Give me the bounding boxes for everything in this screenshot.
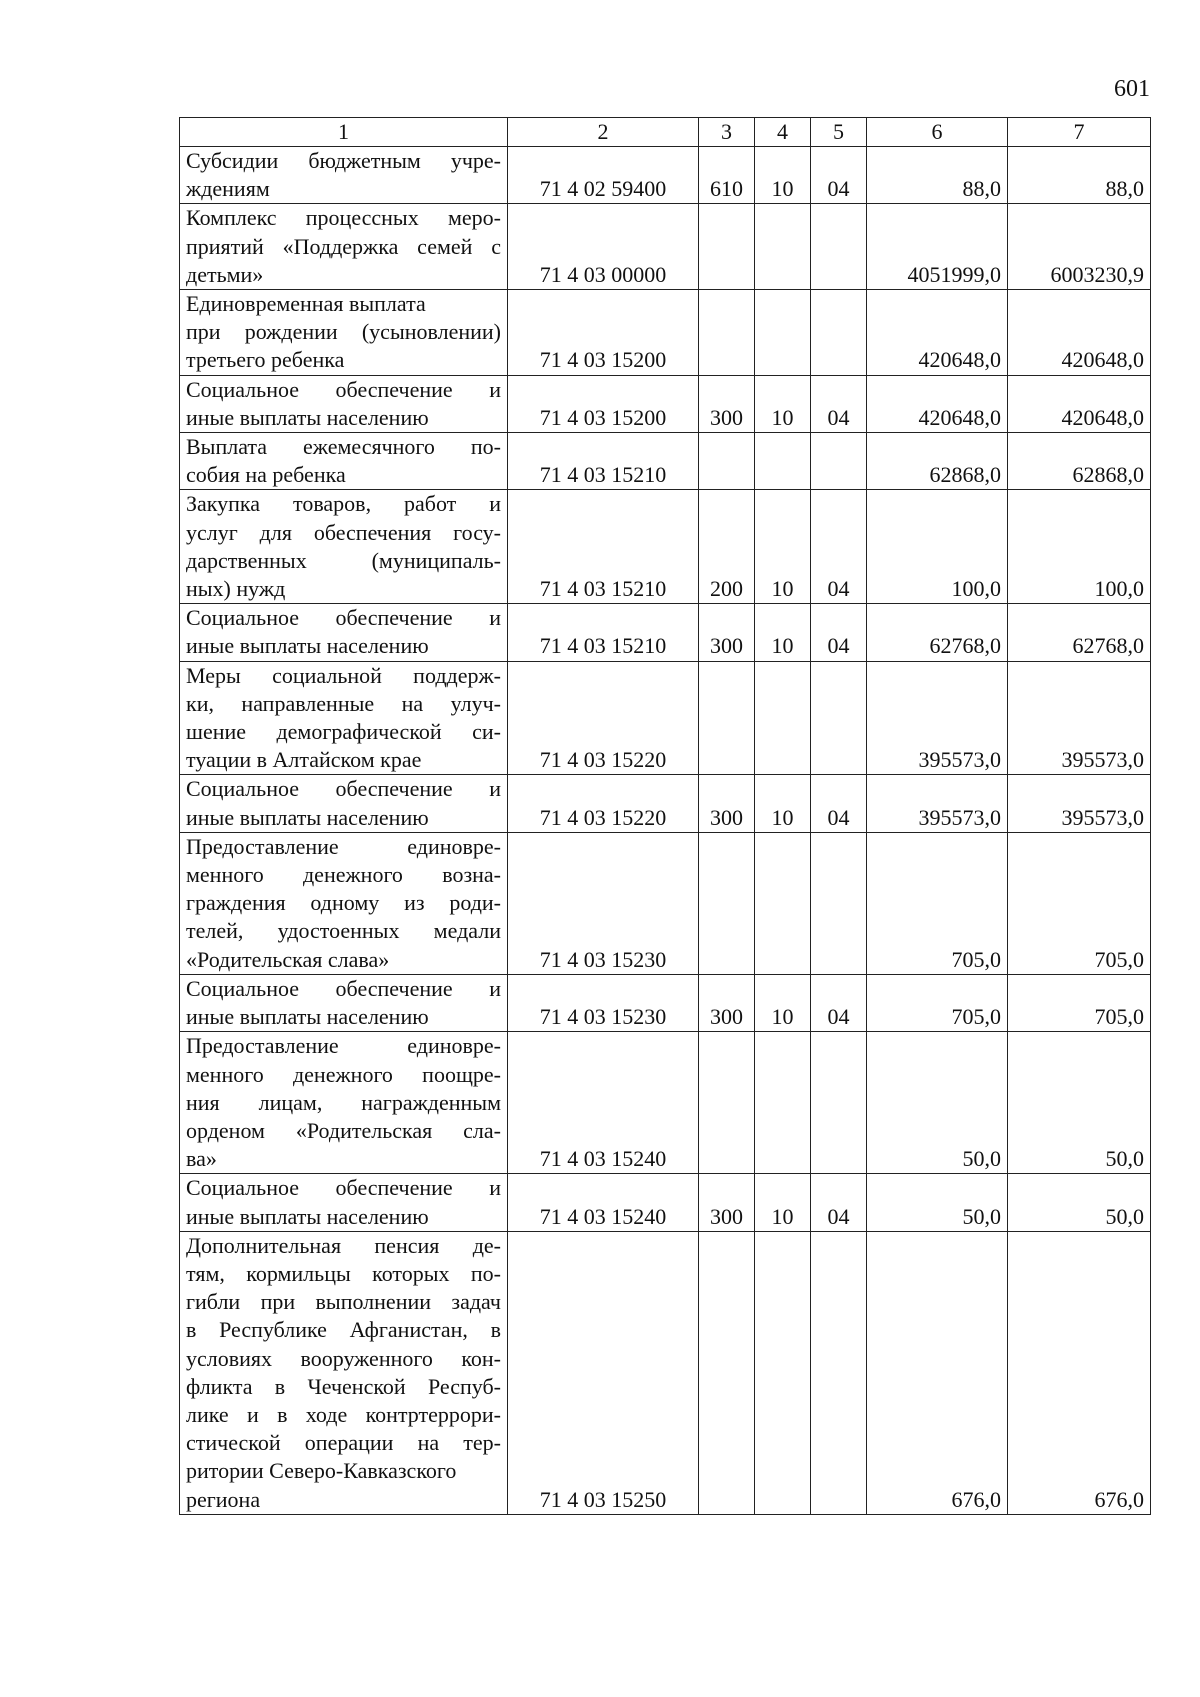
row-subsection: 04 xyxy=(811,974,867,1031)
description-line: третьего ребенка xyxy=(186,347,345,373)
row-target-code: 71 4 03 15240 xyxy=(508,1032,699,1174)
description-line: Субсидии бюджетным учре- xyxy=(186,148,501,173)
description-line: Предоставление единовре- xyxy=(186,833,501,859)
description-line: туации в Алтайском крае xyxy=(186,747,422,773)
description-line: приятий «Поддержка семей с xyxy=(186,233,501,259)
row-subsection xyxy=(811,832,867,974)
row-subsection xyxy=(811,204,867,290)
row-subsection: 04 xyxy=(811,147,867,204)
row-description xyxy=(180,290,508,376)
row-section: 10 xyxy=(755,604,811,661)
row-description xyxy=(180,974,508,1031)
column-number-2: 2 xyxy=(508,118,699,147)
description-line: ждениям xyxy=(186,176,270,202)
row-subsection: 04 xyxy=(811,1174,867,1231)
row-amount-col6: 705,0 xyxy=(867,832,1008,974)
row-expense-type: 300 xyxy=(699,974,755,1031)
description-line: Социальное обеспечение и xyxy=(186,1175,501,1201)
row-amount-col7: 705,0 xyxy=(1008,832,1151,974)
row-target-code: 71 4 03 15230 xyxy=(508,974,699,1031)
row-description xyxy=(180,604,508,661)
table-row xyxy=(180,433,1151,490)
row-section xyxy=(755,832,811,974)
description-line: ния лицам, награжденным xyxy=(186,1089,501,1115)
row-amount-col7: 50,0 xyxy=(1008,1032,1151,1174)
row-target-code: 71 4 03 15210 xyxy=(508,490,699,604)
row-amount-col6: 395573,0 xyxy=(867,661,1008,775)
row-description xyxy=(180,1231,508,1514)
table-row xyxy=(180,375,1151,432)
description-line: ных) нужд xyxy=(186,576,286,602)
row-target-code: 71 4 03 15200 xyxy=(508,375,699,432)
description-line: менного денежного возна- xyxy=(186,862,501,888)
column-number-1: 1 xyxy=(180,118,508,147)
row-subsection xyxy=(811,661,867,775)
description-line: стической операции на тер- xyxy=(186,1430,501,1456)
table-body xyxy=(180,147,1151,1515)
row-amount-col6: 50,0 xyxy=(867,1032,1008,1174)
description-line: иные выплаты населению xyxy=(186,404,429,430)
row-description xyxy=(180,204,508,290)
row-amount-col7: 88,0 xyxy=(1008,147,1151,204)
row-amount-col7: 395573,0 xyxy=(1008,661,1151,775)
column-number-6: 6 xyxy=(867,118,1008,147)
row-amount-col7: 6003230,9 xyxy=(1008,204,1151,290)
row-amount-col6: 88,0 xyxy=(867,147,1008,204)
row-description xyxy=(180,375,508,432)
row-expense-type xyxy=(699,1231,755,1514)
row-description xyxy=(180,775,508,832)
description-line: условиях вооруженного кон- xyxy=(186,1345,501,1371)
row-section xyxy=(755,1231,811,1514)
row-amount-col6: 4051999,0 xyxy=(867,204,1008,290)
description-line: ритории Северо-Кавказского xyxy=(186,1458,457,1484)
page-number: 601 xyxy=(1114,76,1150,102)
description-line: тям, кормильцы которых по- xyxy=(186,1260,501,1286)
row-amount-col7: 100,0 xyxy=(1008,490,1151,604)
row-section xyxy=(755,290,811,376)
row-description xyxy=(180,1174,508,1231)
row-target-code: 71 4 03 15250 xyxy=(508,1231,699,1514)
row-amount-col7: 676,0 xyxy=(1008,1231,1151,1514)
table-row xyxy=(180,832,1151,974)
description-line: иные выплаты населению xyxy=(186,633,429,659)
description-line: «Родительская слава» xyxy=(186,946,390,972)
table-row xyxy=(180,974,1151,1031)
description-line: телей, удостоенных медали xyxy=(186,918,501,944)
description-line: Меры социальной поддерж- xyxy=(186,662,501,688)
row-amount-col6: 420648,0 xyxy=(867,375,1008,432)
row-section xyxy=(755,1032,811,1174)
row-amount-col6: 62768,0 xyxy=(867,604,1008,661)
table-row xyxy=(180,604,1151,661)
row-section: 10 xyxy=(755,490,811,604)
row-amount-col6: 395573,0 xyxy=(867,775,1008,832)
row-expense-type xyxy=(699,661,755,775)
row-amount-col7: 62868,0 xyxy=(1008,433,1151,490)
description-line: орденом «Родительская сла- xyxy=(186,1117,501,1143)
row-expense-type xyxy=(699,433,755,490)
table-row xyxy=(180,1032,1151,1174)
budget-table xyxy=(179,117,1151,1515)
row-expense-type: 200 xyxy=(699,490,755,604)
row-amount-col7: 395573,0 xyxy=(1008,775,1151,832)
row-section: 10 xyxy=(755,1174,811,1231)
row-target-code: 71 4 03 15230 xyxy=(508,832,699,974)
description-line: лике и в ходе контртеррори- xyxy=(186,1401,501,1427)
row-amount-col7: 420648,0 xyxy=(1008,290,1151,376)
description-line: региона xyxy=(186,1486,261,1512)
description-line: детьми» xyxy=(186,261,264,287)
row-amount-col7: 50,0 xyxy=(1008,1174,1151,1231)
description-line: собия на ребенка xyxy=(186,462,346,488)
column-number-3: 3 xyxy=(699,118,755,147)
row-subsection xyxy=(811,290,867,376)
row-target-code: 71 4 03 15210 xyxy=(508,433,699,490)
row-description xyxy=(180,490,508,604)
row-section xyxy=(755,661,811,775)
description-line: Дополнительная пенсия де- xyxy=(186,1232,501,1258)
description-line: в Республике Афганистан, в xyxy=(186,1317,501,1343)
description-line: Выплата ежемесячного по- xyxy=(186,434,501,460)
description-line: дарственных (муниципаль- xyxy=(186,547,501,573)
description-line: иные выплаты населению xyxy=(186,1203,429,1229)
row-subsection: 04 xyxy=(811,375,867,432)
table-row xyxy=(180,290,1151,376)
row-subsection: 04 xyxy=(811,604,867,661)
row-amount-col6: 50,0 xyxy=(867,1174,1008,1231)
column-number-5: 5 xyxy=(811,118,867,147)
row-target-code: 71 4 03 15210 xyxy=(508,604,699,661)
row-target-code: 71 4 02 59400 xyxy=(508,147,699,204)
row-target-code: 71 4 03 15240 xyxy=(508,1174,699,1231)
row-section: 10 xyxy=(755,375,811,432)
row-expense-type: 610 xyxy=(699,147,755,204)
row-section: 10 xyxy=(755,775,811,832)
description-line: Социальное обеспечение и xyxy=(186,776,501,802)
row-description xyxy=(180,661,508,775)
column-number-row xyxy=(180,118,1151,147)
row-amount-col6: 62868,0 xyxy=(867,433,1008,490)
description-line: Социальное обеспечение и xyxy=(186,605,501,631)
description-line: услуг для обеспечения госу- xyxy=(186,519,501,545)
row-subsection: 04 xyxy=(811,490,867,604)
row-description xyxy=(180,433,508,490)
row-amount-col7: 62768,0 xyxy=(1008,604,1151,661)
description-line: Предоставление единовре- xyxy=(186,1033,501,1059)
description-line: иные выплаты населению xyxy=(186,804,429,830)
table-row xyxy=(180,661,1151,775)
row-expense-type: 300 xyxy=(699,775,755,832)
row-amount-col6: 420648,0 xyxy=(867,290,1008,376)
row-expense-type: 300 xyxy=(699,375,755,432)
row-target-code: 71 4 03 00000 xyxy=(508,204,699,290)
table-row xyxy=(180,490,1151,604)
description-line: ва» xyxy=(186,1146,217,1172)
row-amount-col6: 705,0 xyxy=(867,974,1008,1031)
description-line: шение демографической си- xyxy=(186,719,501,745)
row-subsection: 04 xyxy=(811,775,867,832)
row-description xyxy=(180,1032,508,1174)
table-row xyxy=(180,775,1151,832)
row-expense-type: 300 xyxy=(699,604,755,661)
row-subsection xyxy=(811,1231,867,1514)
description-line: Закупка товаров, работ и xyxy=(186,491,501,517)
row-target-code: 71 4 03 15200 xyxy=(508,290,699,376)
row-expense-type xyxy=(699,204,755,290)
row-section: 10 xyxy=(755,974,811,1031)
row-expense-type: 300 xyxy=(699,1174,755,1231)
table-row xyxy=(180,204,1151,290)
row-target-code: 71 4 03 15220 xyxy=(508,661,699,775)
row-section: 10 xyxy=(755,147,811,204)
description-line: Единовременная выплата xyxy=(186,291,426,317)
row-target-code: 71 4 03 15220 xyxy=(508,775,699,832)
row-section xyxy=(755,433,811,490)
row-description xyxy=(180,832,508,974)
row-amount-col6: 100,0 xyxy=(867,490,1008,604)
row-amount-col6: 676,0 xyxy=(867,1231,1008,1514)
description-line: ки, направленные на улуч- xyxy=(186,690,501,716)
table-row xyxy=(180,1231,1151,1514)
description-line: гибли при выполнении задач xyxy=(186,1289,501,1315)
description-line: Комплекс процессных меро- xyxy=(186,205,501,231)
row-amount-col7: 420648,0 xyxy=(1008,375,1151,432)
description-line: граждения одному из роди- xyxy=(186,890,501,916)
row-subsection xyxy=(811,1032,867,1174)
row-expense-type xyxy=(699,290,755,376)
row-subsection xyxy=(811,433,867,490)
description-line: Социальное обеспечение и xyxy=(186,975,501,1001)
column-number-7: 7 xyxy=(1008,118,1151,147)
column-number-4: 4 xyxy=(755,118,811,147)
description-line: иные выплаты населению xyxy=(186,1004,429,1030)
row-expense-type xyxy=(699,832,755,974)
description-line: Социальное обеспечение и xyxy=(186,376,501,402)
row-description xyxy=(180,147,508,204)
row-amount-col7: 705,0 xyxy=(1008,974,1151,1031)
table-row xyxy=(180,1174,1151,1231)
description-line: при рождении (усыновлении) xyxy=(186,319,501,345)
description-line: менного денежного поощре- xyxy=(186,1061,501,1087)
table-row xyxy=(180,147,1151,204)
row-section xyxy=(755,204,811,290)
row-expense-type xyxy=(699,1032,755,1174)
description-line: фликта в Чеченской Респуб- xyxy=(186,1373,501,1399)
